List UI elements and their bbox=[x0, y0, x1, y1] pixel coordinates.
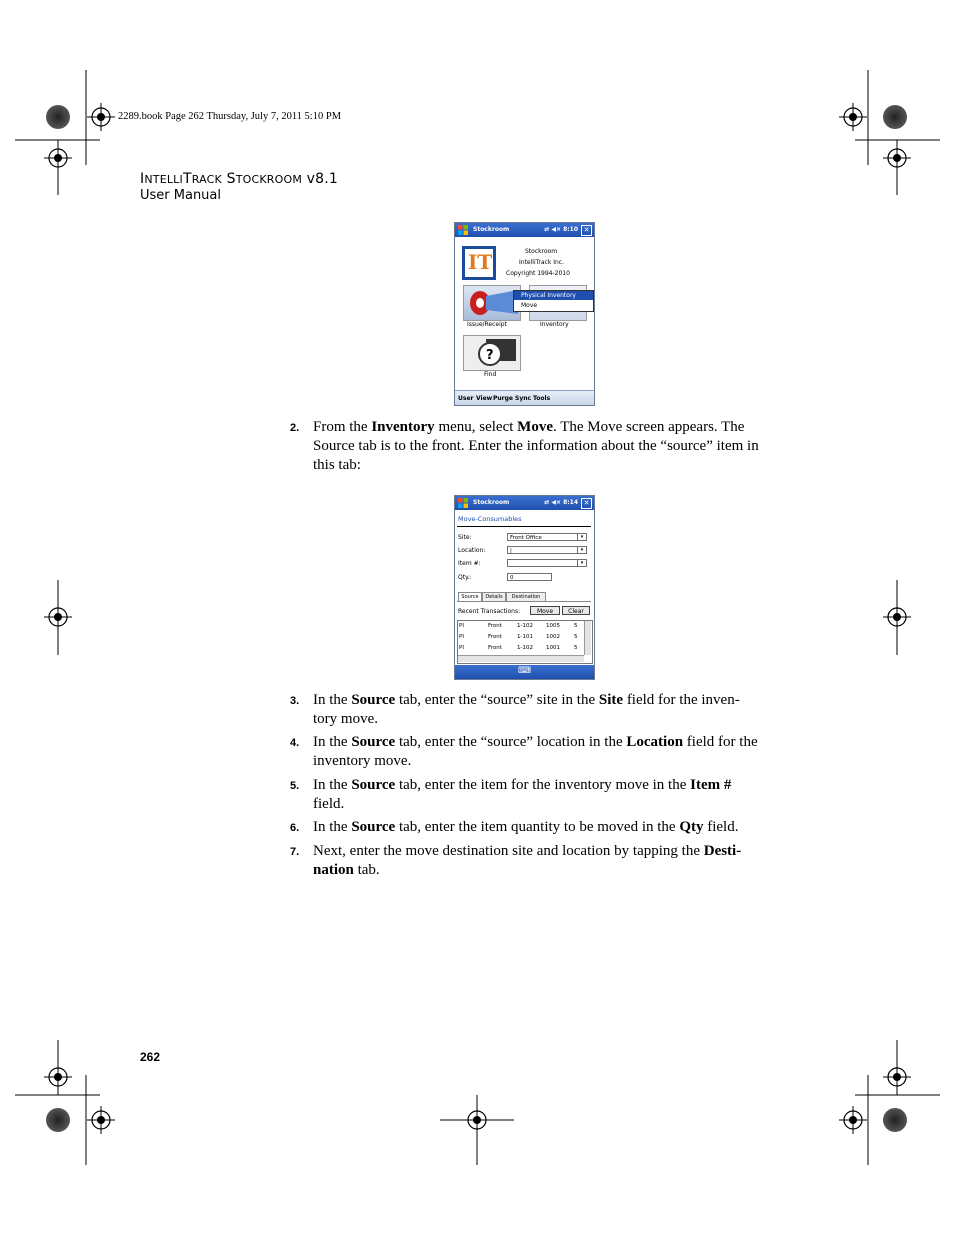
screenshot-main-menu bbox=[454, 222, 595, 406]
vertical-scrollbar[interactable] bbox=[584, 621, 591, 655]
intellitrack-logo bbox=[462, 246, 496, 280]
tab-destination[interactable]: Destination bbox=[506, 592, 546, 601]
form-title: Move-Consumables bbox=[458, 515, 522, 523]
page-number: 262 bbox=[140, 1050, 161, 1064]
title-bar bbox=[455, 496, 594, 510]
about-line-3: Copyright 1994-2010 bbox=[506, 270, 570, 277]
horizontal-scrollbar[interactable] bbox=[458, 655, 584, 662]
about-line-1: Stockroom bbox=[525, 248, 558, 255]
chevron-down-icon[interactable]: ▾ bbox=[577, 560, 586, 566]
screenshot-move-screen bbox=[454, 495, 595, 680]
menu-user[interactable]: User bbox=[458, 395, 474, 402]
row-2-qty: 5 bbox=[574, 634, 578, 640]
row-1-location: 1-102 bbox=[517, 623, 533, 629]
status-icons: ⇄ ◀× 8:14 bbox=[544, 499, 578, 506]
row-2-type: PI bbox=[459, 634, 464, 640]
keyboard-icon[interactable]: ⌨ bbox=[518, 666, 531, 676]
print-slug: 2289.book Page 262 Thursday, July 7, 2011 5:10 PM bbox=[118, 111, 342, 122]
step-5: 5. In the Source tab, enter the item for the inventory move in the Item # field. bbox=[290, 777, 732, 812]
menu-view[interactable]: View bbox=[476, 395, 493, 402]
clear-button[interactable]: Clear bbox=[562, 606, 590, 615]
close-icon[interactable]: ✕ bbox=[581, 225, 592, 236]
divider bbox=[457, 526, 591, 527]
menu-item-move[interactable]: Move bbox=[521, 302, 538, 309]
bottom-bar bbox=[455, 665, 594, 679]
menu-purge[interactable]: Purge bbox=[493, 395, 513, 402]
chevron-down-icon[interactable]: ▾ bbox=[577, 547, 586, 553]
context-menu bbox=[513, 290, 594, 312]
windows-start-icon[interactable] bbox=[458, 498, 468, 508]
close-icon[interactable]: ✕ bbox=[581, 498, 592, 509]
title-bar bbox=[455, 223, 594, 237]
row-2-site: Front bbox=[488, 634, 502, 640]
row-1-qty: 5 bbox=[574, 623, 578, 629]
row-3-location: 1-102 bbox=[517, 645, 533, 651]
step-7: 7. Next, enter the move destination site and location by tapping the Desti-nation tab. bbox=[290, 843, 742, 878]
item-combo[interactable] bbox=[507, 559, 587, 567]
running-header-subtitle: User Manual bbox=[140, 188, 222, 203]
step-2: 2. From the Inventory menu, select Move. The Move screen appears. The Source tab is to the front. Enter the information about the “source” item in this tab: bbox=[290, 419, 759, 473]
row-3-type: PI bbox=[459, 645, 464, 651]
tile-issue-receipt-label: Issue/Receipt bbox=[467, 321, 507, 328]
step-6: 6. In the Source tab, enter the item quantity to be moved in the Qty field. bbox=[290, 819, 739, 835]
app-title: Stockroom bbox=[473, 226, 510, 233]
recent-transactions-label: Recent Transactions: bbox=[458, 608, 521, 615]
location-combo[interactable]: | ▾ bbox=[507, 546, 587, 554]
menu-tools[interactable]: Tools bbox=[533, 395, 551, 402]
qty-input[interactable]: 0 bbox=[507, 573, 552, 581]
row-3-qty: 5 bbox=[574, 645, 578, 651]
tab-details[interactable]: Details bbox=[482, 592, 506, 601]
row-3-site: Front bbox=[488, 645, 502, 651]
move-button[interactable]: Move bbox=[530, 606, 560, 615]
app-title: Stockroom bbox=[473, 499, 510, 506]
row-1-site: Front bbox=[488, 623, 502, 629]
find-icon bbox=[464, 336, 520, 370]
chevron-down-icon[interactable]: ▾ bbox=[577, 534, 586, 540]
logo-text: IT bbox=[468, 250, 493, 274]
row-2-item: 1002 bbox=[546, 634, 560, 640]
menu-bar bbox=[455, 390, 594, 405]
tile-inventory-label: Inventory bbox=[540, 321, 569, 328]
tile-find-label: Find bbox=[484, 371, 497, 378]
row-3-item: 1001 bbox=[546, 645, 560, 651]
row-1-item: 1005 bbox=[546, 623, 560, 629]
row-1-type: PI bbox=[459, 623, 464, 629]
menu-sync[interactable]: Sync bbox=[515, 395, 532, 402]
location-label: Location: bbox=[458, 547, 486, 554]
tape-icon bbox=[464, 286, 520, 320]
row-2-location: 1-101 bbox=[517, 634, 533, 640]
svg-text:?: ? bbox=[486, 348, 494, 363]
item-label: Item #: bbox=[458, 560, 481, 567]
step-3: 3. In the Source tab, enter the “source” site in the Site field for the inven-tory move. bbox=[290, 692, 740, 727]
windows-start-icon[interactable] bbox=[458, 225, 468, 235]
menu-item-physical-inventory[interactable]: Physical Inventory bbox=[514, 291, 593, 300]
step-4: 4. In the Source tab, enter the “source” location in the Location field for the inventory move. bbox=[290, 734, 758, 769]
tab-source[interactable]: Source bbox=[458, 592, 482, 601]
qty-label: Qty.: bbox=[458, 574, 472, 581]
site-combo[interactable]: Front Office ▾ bbox=[507, 533, 587, 541]
running-header-title: INTELLITRACK STOCKROOM v8.1 bbox=[140, 171, 339, 187]
status-icons: ⇄ ◀× 8:10 bbox=[544, 226, 578, 233]
tile-find[interactable] bbox=[463, 335, 521, 371]
divider bbox=[457, 601, 591, 602]
about-line-2: IntelliTrack Inc. bbox=[519, 259, 565, 266]
site-label: Site: bbox=[458, 534, 472, 541]
